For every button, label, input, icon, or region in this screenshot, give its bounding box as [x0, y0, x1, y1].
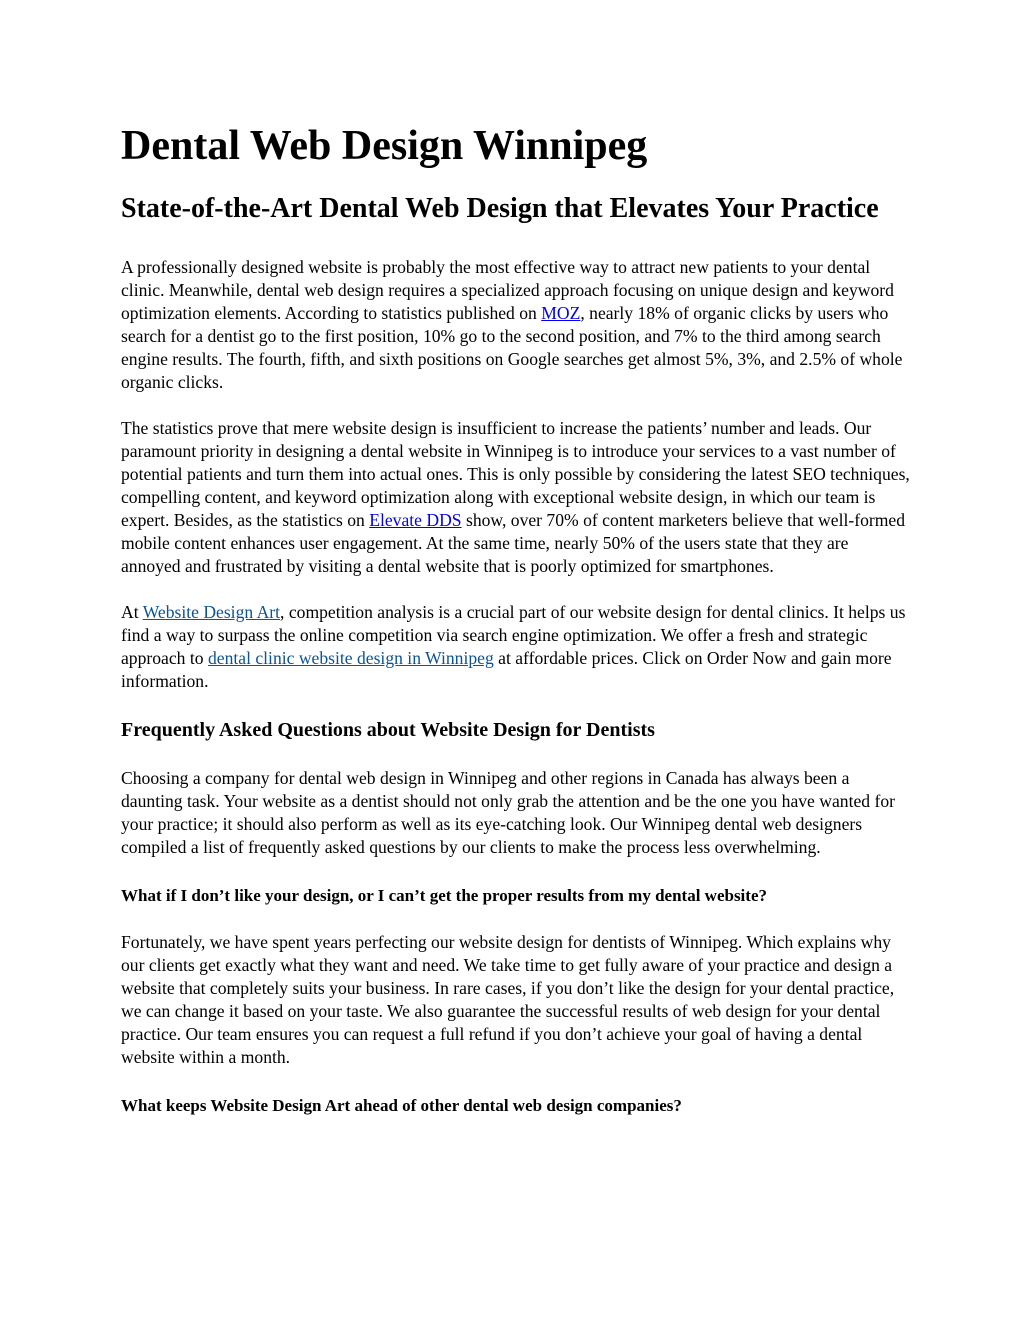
- dental-clinic-design-link[interactable]: dental clinic website design in Winnipeg: [207, 648, 494, 668]
- faq-answer-1: Fortunately, we have spent years perfecting our website design for dentists of Winnipeg. Which explains why our clients get exactly what they want and need. We take time to get fully aware of your practice and design a website that completely suits your business. In rare cases, if you don’t like the design for your dental practice, we can change it based on your taste. We also guarantee the successful results of web design for your dental practice. Our team ensures you can request a full refund if you don’t achieve your goal of having a dental website within a month.: [121, 932, 895, 1067]
- paragraph-intro: [121, 256, 911, 394]
- paragraph-statistics-text-1: The statistics prove that mere website design is insufficient to increase the patients’ number and leads. Our paramount priority in designing a dental website in Winnipeg is to introduce your services to a vast number of potential patients and turn them into actual ones. This is only possible by considering the latest SEO techniques, compelling content, and keyword optimization along with exceptional website design, in which our team is expert. Besides, as the statistics on: [121, 418, 910, 530]
- paragraph-competition-text-3: at affordable prices. Click on Order Now and gain more information.: [121, 648, 892, 691]
- paragraph-competition: [121, 601, 911, 693]
- paragraph-competition-text-1: At: [121, 602, 143, 622]
- moz-link[interactable]: MOZ: [541, 303, 581, 323]
- document-page: [121, 118, 911, 1117]
- paragraph-competition-text-2: , competition analysis is a crucial part of our website design for dental clinics. It helps us find a way to surpass the online competition via search engine optimization. We offer a fresh and strategic approach to: [121, 602, 906, 668]
- paragraph-faq-intro: Choosing a company for dental web design in Winnipeg and other regions in Canada has always been a daunting task. Your website as a dentist should not only grab the attention and be the one you have wanted for your practice; it should also perform as well as its eye-catching look. Our Winnipeg dental web designers compiled a list of frequently asked questions by our clients to make the process less overwhelming.: [121, 768, 895, 857]
- page-title: Dental Web Design Winnipeg: [121, 123, 648, 169]
- paragraph-statistics-text-2: show, over 70% of content marketers believe that well-formed mobile content enhances user engagement. At the same time, nearly 50% of the users state that they are annoyed and frustrated by visiting a dental website that is poorly optimized for smartphones.: [121, 510, 906, 576]
- elevate-dds-link[interactable]: Elevate DDS: [369, 510, 462, 530]
- paragraph-intro-text-1: A professionally designed website is probably the most effective way to attract new patients to your dental clinic. Meanwhile, dental web design requires a specialized approach focusing on unique design and keyword optimization elements. According to statistics published on: [121, 257, 894, 323]
- faq-question-1: What if I don’t like your design, or I can’t get the proper results from my dental website?: [121, 886, 767, 905]
- paragraph-intro-text-2: , nearly 18% of organic clicks by users who search for a dentist go to the first position, 10% go to the second position, and 7% to the third among search engine results. The fourth, fifth, and sixth positions on Google searches get almost 5%, 3%, and 2.5% of whole organic clicks.: [121, 303, 903, 392]
- website-design-art-link[interactable]: Website Design Art: [142, 602, 281, 622]
- faq-question-2: What keeps Website Design Art ahead of other dental web design companies?: [121, 1096, 682, 1115]
- paragraph-statistics: [121, 417, 911, 578]
- page-subtitle: State-of-the-Art Dental Web Design that Elevates Your Practice: [121, 193, 879, 224]
- faq-heading: Frequently Asked Questions about Website Design for Dentists: [121, 719, 655, 741]
